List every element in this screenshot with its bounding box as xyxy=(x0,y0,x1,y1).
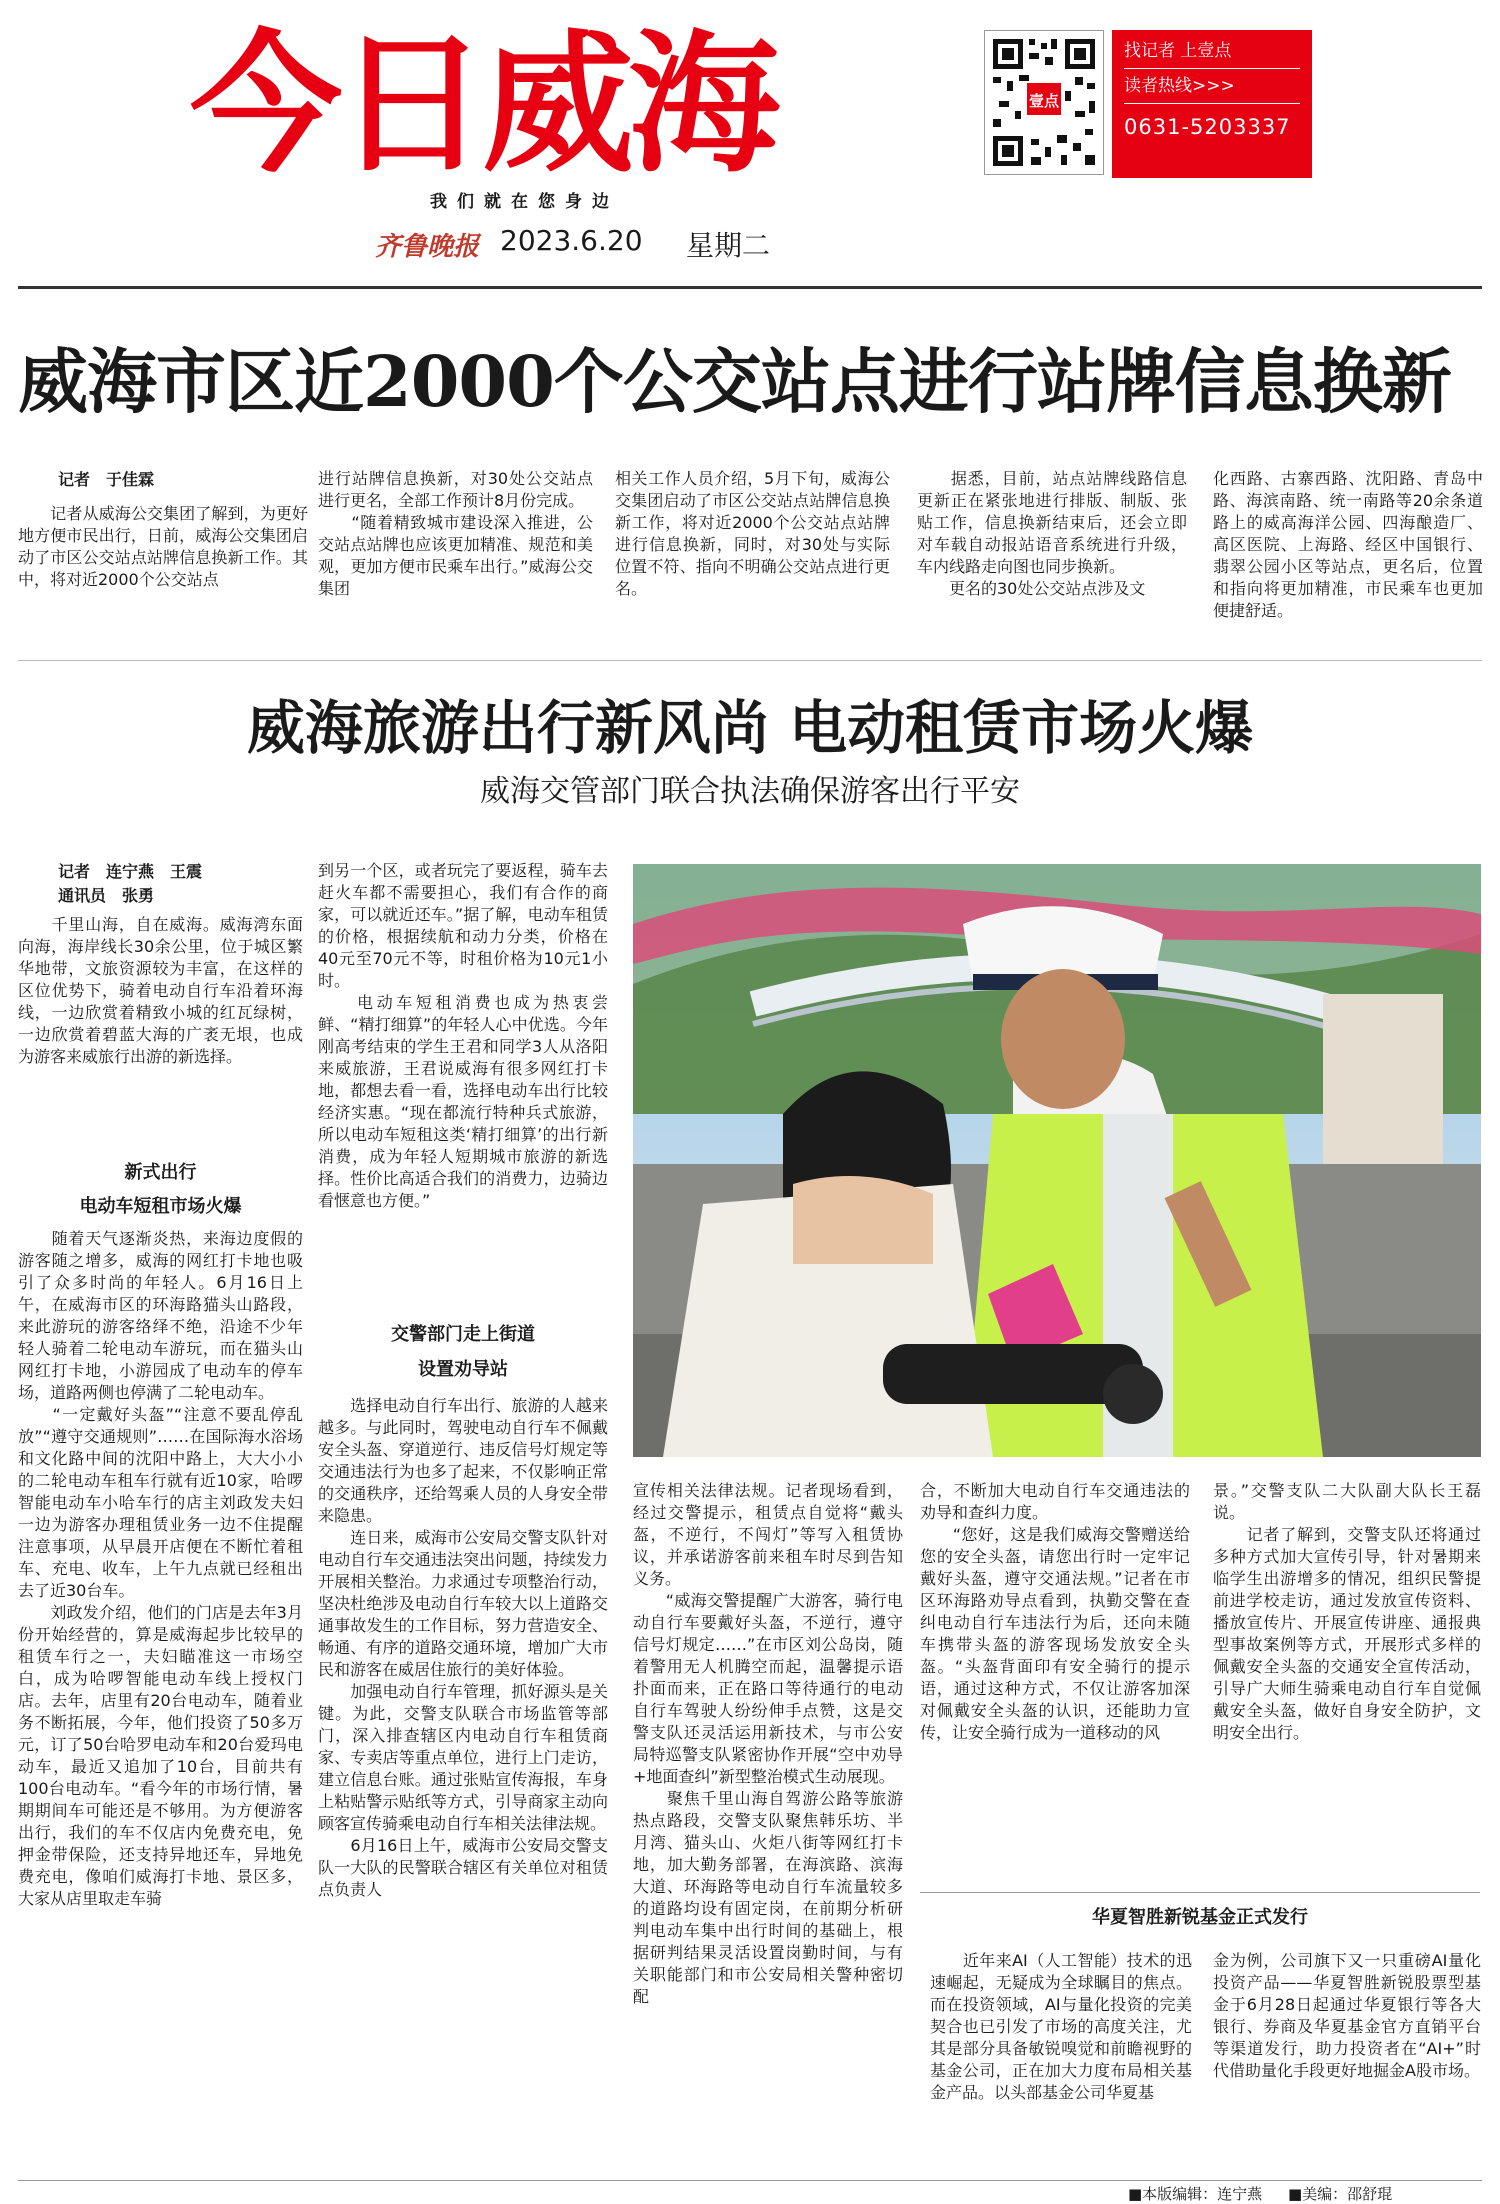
hotline-label: 读者热线>>> xyxy=(1124,76,1235,96)
story1-column-5: 化西路、古寨西路、沈阳路、青岛中路、海滨南路、统一南路等20余条道路上的威高海洋公园、四海酿造厂、高区医院、上海路、经区中国银行、翡翠公园小区等站点，更名后，位置和指向将更加精准，市民乘车也更加便捷舒适。 xyxy=(1213,469,1483,620)
section2-subtitle: 设置劝导站 xyxy=(418,1359,508,1380)
masthead-divider xyxy=(18,286,1482,289)
story2-headline: 威海旅游出行新风尚 电动租赁市场火爆 xyxy=(246,694,1254,762)
section-divider xyxy=(18,660,1482,661)
issue-weekday: 星期二 xyxy=(686,229,771,262)
story2-byline-correspondent: 通讯员 张勇 xyxy=(58,886,155,905)
paper-logo: 齐鲁晚报 xyxy=(375,232,480,262)
section1-title: 新式出行 xyxy=(124,1162,197,1183)
section2-title: 交警部门走上街道 xyxy=(391,1324,535,1345)
story2-column-1b: 随着天气逐渐炎热，来海边度假的游客随之增多，威海的网红打卡地也吸引了众多时尚的年轻人。6月16日上午，在威海市区的环海路猫头山路段，来此游玩的游客络绎不绝，沿途不少年轻人骑着二轮电动车游玩，而在猫头山网红打卡地，小游园成了电动车的停车场，道路两侧也停满了二轮电动车。 “一定戴好头盔”“注意不要乱停乱放”“遵守交通规则”……在国际海水浴场和文化路中间的沈阳中路上，大大小小的二轮电动车租车行就有近10家，哈啰智能电动车小哈车行的店主刘政发夫妇一边为游客办理租赁业务一边不住提醒注意事项，从早晨开店便在不断忙着租车、充电、收车，上午九点就已经租出去了近30台车。 刘政发介绍，他们的门店是去年3月份开始经营的，算是威海起步比较早的租赁车行之一，夫妇瞄准这一市场空白，成为哈啰智能电动车线上授权门店。去年，店里有20台电动车，随着业务不断拓展，今年，他们投资了50多万元，订了50台哈罗电动车和20台爱玛电动车，最近又追加了10台，目前共有100台电动车。“看今年的市场行情，暑期期间车可能还是不够用。为方便游客出行，我们的车不仅店内免费充电，免押金带保险，还支持异地还车，异地免费充电，像咱们威海打卡地、景区多，大家从店里取走车骑 xyxy=(18,1229,303,1908)
fund-headline: 华夏智胜新锐基金正式发行 xyxy=(1092,1907,1308,1928)
hotline-divider xyxy=(1124,68,1300,69)
story1-column-4: 据悉，目前，站点站牌线路信息更新正在紧张地进行排版、制版、张贴工作，信息换新结束后，还会立即对车载自动报站语音系统进行升级，车内线路走向图也同步换新。 更名的30处公交站点涉及文 xyxy=(917,469,1187,598)
reader-hotline-panel xyxy=(1112,30,1312,178)
story2-column-5: 景。”交警支队二大队副大队长王磊说。 记者了解到，交警支队还将通过多种方式加大宣传引导，针对暑期来临学生出游增多的情况，组织民警提前进学校走访，通过发放宣传资料、播放宣传片、开展宣传讲座、通报典型事故案例等方式，开展形式多样的佩戴安全头盔的交通安全宣传活动，引导广大师生骑乘电动自行车自觉佩戴安全头盔，做好自身安全防护，文明安全出行。 xyxy=(1213,1481,1481,1742)
footer-designer-credit: ■美编：邵舒琨 xyxy=(1288,2185,1393,2203)
story2-subheadline: 威海交管部门联合执法确保游客出行平安 xyxy=(480,774,1020,809)
masthead-title: 今日威海 xyxy=(190,16,774,193)
story1-byline: 记者 于佳霖 xyxy=(58,470,155,489)
story1-column-2: 进行站牌信息换新，对30处公交站点进行更名，全部工作预计8月份完成。 “随着精致城市建设深入推进，公交站点站牌也应该更加精准、规范和美观，更加方便市民乘车出行。”威海公交集团 xyxy=(318,469,593,598)
story2-column-4: 合，不断加大电动自行车交通违法的劝导和查纠力度。 “您好，这是我们威海交警赠送给您的安全头盔，请您出行时一定牢记戴好头盔，遵守交通法规。”记者在市区环海路劝导点看到，执勤交警在查纠电动自行车违法行为后，还向未随车携带头盔的游客现场发放安全头盔。“头盔背面印有安全骑行的提示语，通过这种方式，不仅让游客加深对佩戴安全头盔的认识，还能助力宣传，让安全骑行成为一道移动的风 xyxy=(920,1481,1190,1742)
news-photo xyxy=(633,864,1481,1457)
story2-column-3: 宣传相关法律法规。记者现场看到，经过交警提示，租赁点自觉将“戴头盔，不逆行，不闯灯”等写入租赁协议，并承诺游客前来租车时尽到告知义务。 “威海交警提醒广大游客，骑行电动自行车要戴好头盔，不逆行，遵守信号灯规定……”在市区刘公岛岗，随着警用无人机腾空而起，温馨提示语扑面而来，正在路口等待通行的电动自行车驾驶人纷纷伸手点赞，这是交警支队还灵活运用新技术，与市公安局特巡警支队紧密协作开展“空中劝导+地面查纠”新型整治模式生动展现。 聚焦千里山海自驾游公路等旅游热点路段，交警支队聚焦韩乐坊、半月湾、猫头山、火炬八街等网红打卡地，加大勤务部署，在海滨路、滨海大道、环海路等电动自行车流量较多的道路均设有固定岗，在前期分析研判电动车集中出行时间的基础上，根据研判结果灵活设置岗勤时间，与有关职能部门和市公安局相关警种密切配 xyxy=(633,1481,903,2006)
story1-column-3: 相关工作人员介绍，5月下旬，威海公交集团启动了市区公交站点站牌信息换新工作，将对近2000个公交站点站牌进行信息换新，同时，对30处与实际位置不符、指向不明确公交站点进行更名。 xyxy=(615,469,890,598)
fund-column-1: 近年来AI（人工智能）技术的迅速崛起，无疑成为全球瞩目的焦点。而在投资领域，AI与量化投资的完美契合也已引发了市场的高度关注，尤其是部分具备敏锐嗅觉和前瞻视野的基金公司，正在加大力度布局相关基金产品。以头部基金公司华夏基 xyxy=(930,1951,1192,2102)
traffic-police-photo xyxy=(633,864,1481,1457)
story2-byline-reporters: 记者 连宁燕 王震 xyxy=(58,862,203,881)
section1-subtitle: 电动车短租市场火爆 xyxy=(79,1196,242,1217)
hotline-phone[interactable]: 0631-5203337 xyxy=(1124,115,1291,139)
hotline-slogan: 找记者 上壹点 xyxy=(1124,41,1232,61)
qr-code-image[interactable] xyxy=(984,30,1104,175)
footer-editor-credit: ■本版编辑：连宁燕 xyxy=(1128,2185,1263,2203)
story2-column-1a: 千里山海，自在威海。威海湾东面向海，海岸线长30余公里，位于城区繁华地带，文旅资源较为丰富，在这样的区位优势下，骑着电动自行车沿着环海线，一边欣赏着精致小城的红瓦绿树，一边欣赏着碧蓝大海的广袤无垠，也成为游客来威旅行出游的新选择。 xyxy=(18,915,303,1066)
footer-divider xyxy=(18,2180,1482,2181)
story1-headline: 威海市区近2000个公交站点进行站牌信息换新 xyxy=(18,340,1451,423)
story2-column-2a: 到另一个区，或者玩完了要返程，骑车去赶火车都不需要担心，我们有合作的商家，可以就近还车。”据了解，电动车租赁的价格，根据续航和动力分类，价格在40元至70元不等，时租价格为10元1小时。 电动车短租消费也成为热衷尝鲜、“精打细算”的年轻人心中优选。今年刚高考结束的学生王君和同学3人从洛阳来威旅游，王君说威海有很多网红打卡地，都想去看一看，选择电动车出行比较经济实惠。“现在都流行特种兵式旅游，所以电动车短租这类‘精打细算’的出行新消费，成为年轻人短期城市旅游的新选择。性价比高适合我们的消费力，边骑边看惬意也方便。” xyxy=(318,861,608,1210)
qr-logo-label: 壹点 xyxy=(1028,92,1060,110)
qr-code-icon xyxy=(985,31,1103,174)
fund-column-2: 金为例，公司旗下又一只重磅AI量化投资产品——华夏智胜新锐股票型基金于6月28日起通过华夏银行等各大银行、券商及华夏基金官方直销平台等渠道发行，助力投资者在“AI+”时代借助量化手段更好地掘金A股市场。 xyxy=(1213,1951,1481,2080)
hotline-divider xyxy=(1124,103,1300,104)
story1-column-1: 记者从威海公交集团了解到，为更好地方便市民出行，日前，威海公交集团启动了市区公交站点站牌信息换新工作。其中，将对近2000个公交站点 xyxy=(18,504,308,589)
story2-column-2b: 选择电动自行车出行、旅游的人越来越多。与此同时，驾驶电动自行车不佩戴安全头盔、穿道逆行、违反信号灯规定等交通违法行为也多了起来，不仅影响正常的交通秩序，还给驾乘人员的人身安全带来隐患。 连日来，威海市公安局交警支队针对电动自行车交通违法突出问题，持续发力开展相关整治。力求通过专项整治行动，坚决杜绝涉及电动自行车较大以上道路交通事故发生的工作目标，努力营造安全、畅通、有序的道路交通环境，增加广大市民和游客在威居住旅行的美好体验。 加强电动自行车管理，抓好源头是关键。为此，交警支队联合市场监管等部门，深入排查辖区内电动自行车租赁商家、专卖店等重点单位，进行上门走访，建立信息台账。通过张贴宣传海报，车身上粘贴警示贴纸等方式，引导商家主动向顾客宣传骑乘电动自行车相关法律法规。 6月16日上午，威海市公安局交警支队一大队的民警联合辖区有关单位对租赁点负责人 xyxy=(318,1396,608,1899)
masthead-slogan: 我们就在您身边 xyxy=(430,192,619,212)
issue-date: 2023.6.20 xyxy=(500,224,643,257)
